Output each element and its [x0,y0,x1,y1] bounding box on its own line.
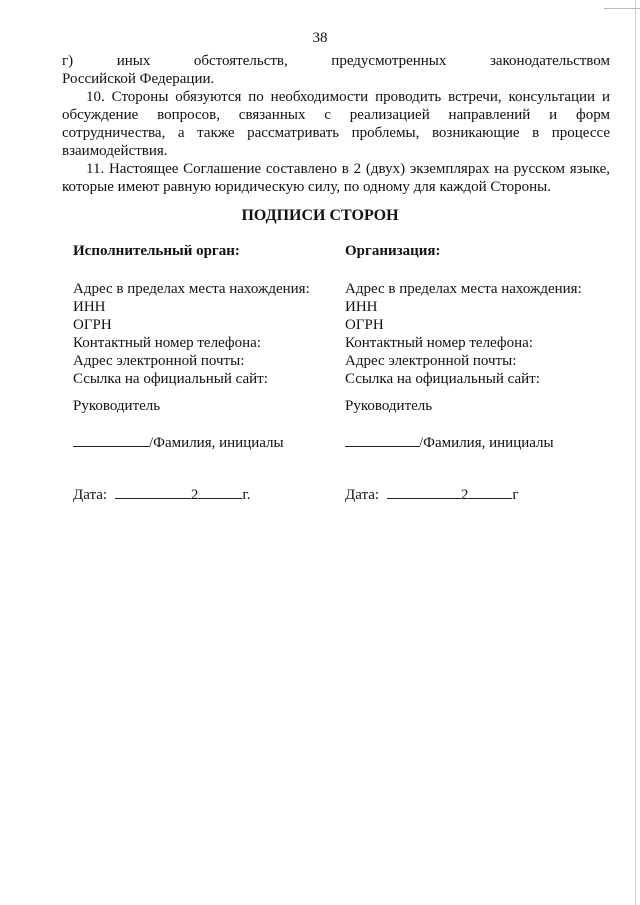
right-field-email: Адрес электронной почты: [345,353,517,369]
paragraph-item-g [62,52,610,88]
left-requisites [73,280,310,388]
left-field-email: Адрес электронной почты: [73,353,245,369]
right-date-blank-1 [387,484,461,499]
paragraph-item-g-line2: Российской Федерации. [62,71,215,87]
left-field-address: Адрес в пределах места нахождения: [73,281,310,297]
right-date-line [345,484,518,504]
left-date-blank-2 [198,484,242,499]
left-field-phone: Контактный номер телефона: [73,335,261,351]
right-field-website: Ссылка на официальный сайт: [345,371,540,387]
left-field-inn: ИНН [73,299,106,315]
right-field-ogrn: ОГРН [345,317,384,333]
paragraph-item-g-line1: г) иных обстоятельств, предусмотренных законодательством [62,53,610,69]
left-signature-blank [73,432,149,447]
right-requisites [345,280,582,388]
left-signature-line [73,432,284,452]
left-head-role: Руководитель [73,398,161,414]
right-signature-line [345,432,554,452]
right-field-address: Адрес в пределах места нахождения: [345,281,582,297]
left-date-mid: 2 [190,487,199,503]
page-number: 38 [312,30,328,46]
left-date-label: Дата: [73,487,108,503]
right-signature-blank [345,432,419,447]
right-date-suffix: г [512,487,519,503]
signatures-heading: ПОДПИСИ СТОРОН [241,207,399,224]
left-date-line [73,484,251,504]
right-signature-caption: /Фамилия, инициалы [419,435,554,451]
scan-edge-line [635,0,636,905]
left-date-suffix: г. [242,487,251,503]
left-field-ogrn: ОГРН [73,317,112,333]
right-date-blank-2 [468,484,512,499]
right-date-label: Дата: [345,487,380,503]
right-column-title: Организация: [345,243,441,259]
right-head-role: Руководитель [345,398,433,414]
paragraph-10: 10. Стороны обязуются по необходимости проводить встречи, консультации и обсуждение вопросов, связанных с реализацией направлений и форм сотрудничества, а также рассматривать проблемы, возникающие в процессе взаимодействия. [62,89,610,159]
right-date-mid: 2 [460,487,469,503]
left-column-title: Исполнительный орган: [73,243,240,259]
left-signature-caption: /Фамилия, инициалы [149,435,284,451]
right-field-inn: ИНН [345,299,378,315]
left-date-blank-1 [115,484,191,499]
left-field-website: Ссылка на официальный сайт: [73,371,268,387]
scan-corner-mark [604,8,640,12]
right-field-phone: Контактный номер телефона: [345,335,533,351]
paragraph-11: 11. Настоящее Соглашение составлено в 2 (двух) экземплярах на русском языке, которые имеют равную юридическую силу, по одному для каждой Стороны. [62,161,610,195]
